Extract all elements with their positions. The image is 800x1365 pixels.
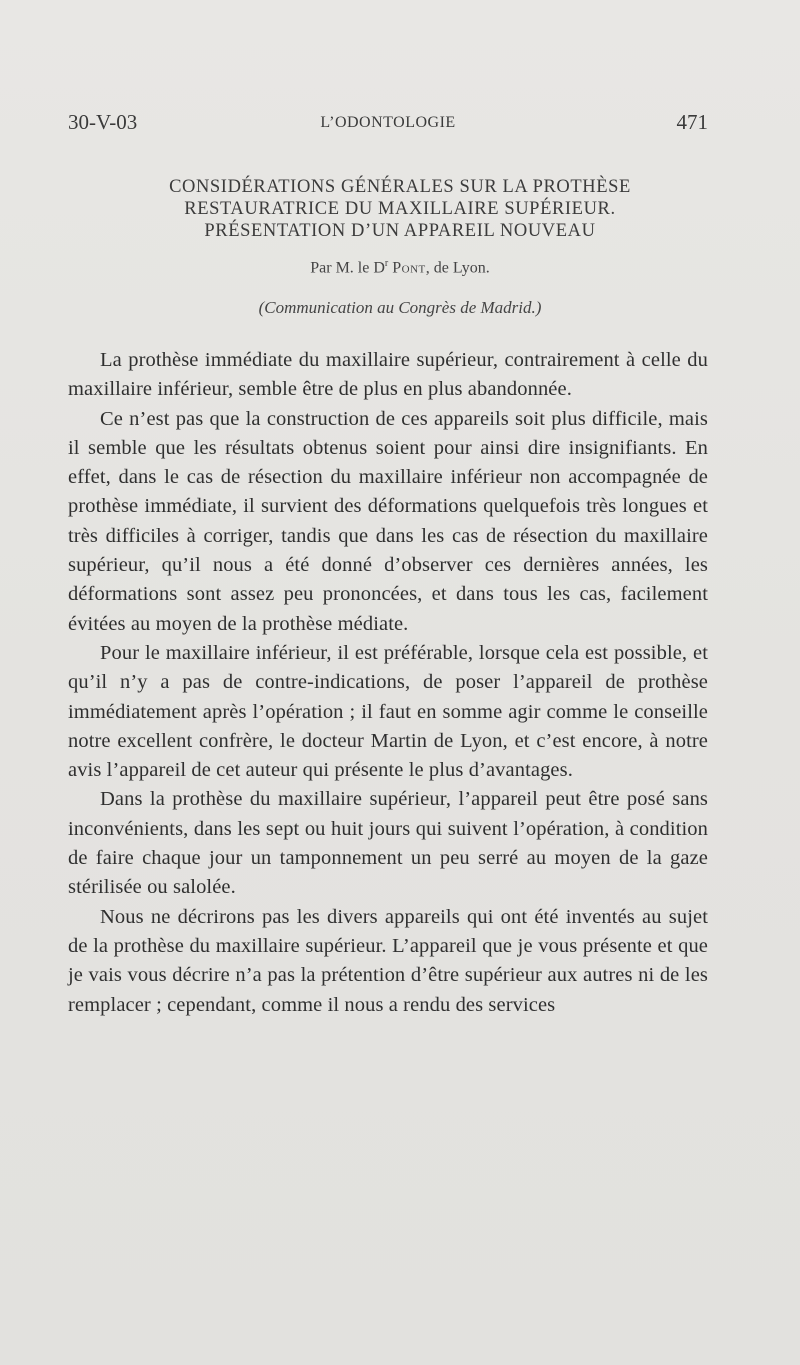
communication-note: (Communication au Congrès de Madrid.) [258, 298, 542, 317]
article-title [80, 176, 720, 242]
byline-prefix: Par M. le D [310, 259, 385, 277]
title-line-2: RESTAURATRICE DU MAXILLAIRE SUPÉRIEUR. [184, 199, 616, 219]
header-journal-title: L’ODONTOLOGIE [320, 114, 456, 131]
header-date: 30-V-03 [68, 110, 138, 134]
page-number: 471 [676, 110, 708, 134]
byline-superscript: r [384, 258, 389, 269]
byline-suffix: , de Lyon. [425, 259, 490, 277]
body-paragraph: Dans la prothèse du maxillaire supérieur, l’appareil peut être posé sans inconvénients, dans les sept ou huit jours qui suivent l’opération, à condition de faire chaque jour un tamponnement un peu serré au moyen de la gaze stérilisée ou salolée. [68, 788, 708, 899]
title-line-3: PRÉSENTATION D’UN APPAREIL NOUVEAU [204, 221, 596, 241]
body-paragraph: Pour le maxillaire inférieur, il est préférable, lorsque cela est possible, et qu’il n’y a pas de contre-indications, de poser l’appareil de prothèse immédiatement après l’opération ; il faut en somme agir comme le conseille notre excellent confrère, le docteur Martin de Lyon, et c’est encore, à notre avis l’appareil de cet auteur qui présente le plus d’avantages. [68, 641, 708, 782]
author-byline [80, 258, 720, 277]
author-name: Pont [392, 259, 426, 277]
body-paragraph: Nous ne décrirons pas les divers appareils qui ont été inventés au sujet de la prothèse du maxillaire supérieur. L’appareil que je vous présente et que je vais vous décrire n’a pas la prétention d’être supérieur aux autres ni de les remplacer ; cependant, comme il nous a rendu des services [68, 905, 708, 1016]
running-header [68, 110, 708, 140]
body-paragraph: Ce n’est pas que la construction de ces appareils soit plus difficile, mais il semble que les résultats obtenus soient pour ainsi dire insignifiants. En effet, dans le cas de résection du maxillaire inférieur non accompagnée de prothèse immédiate, il survient des déformations quelquefois très longues et très difficiles à corriger, tandis que dans les cas de résection du maxillaire supérieur, qu’il nous a été donné d’observer ces dernières années, les déformations sont assez peu prononcées, et dans tous les cas, facilement évitées au moyen de la prothèse médiate. [68, 407, 708, 635]
body-paragraph: La prothèse immédiate du maxillaire supérieur, contrairement à celle du maxillaire inférieur, semble être de plus en plus abandonnée. [68, 349, 708, 401]
title-line-1: CONSIDÉRATIONS GÉNÉRALES SUR LA PROTHÈSE [169, 177, 631, 197]
article-body [68, 346, 708, 1020]
